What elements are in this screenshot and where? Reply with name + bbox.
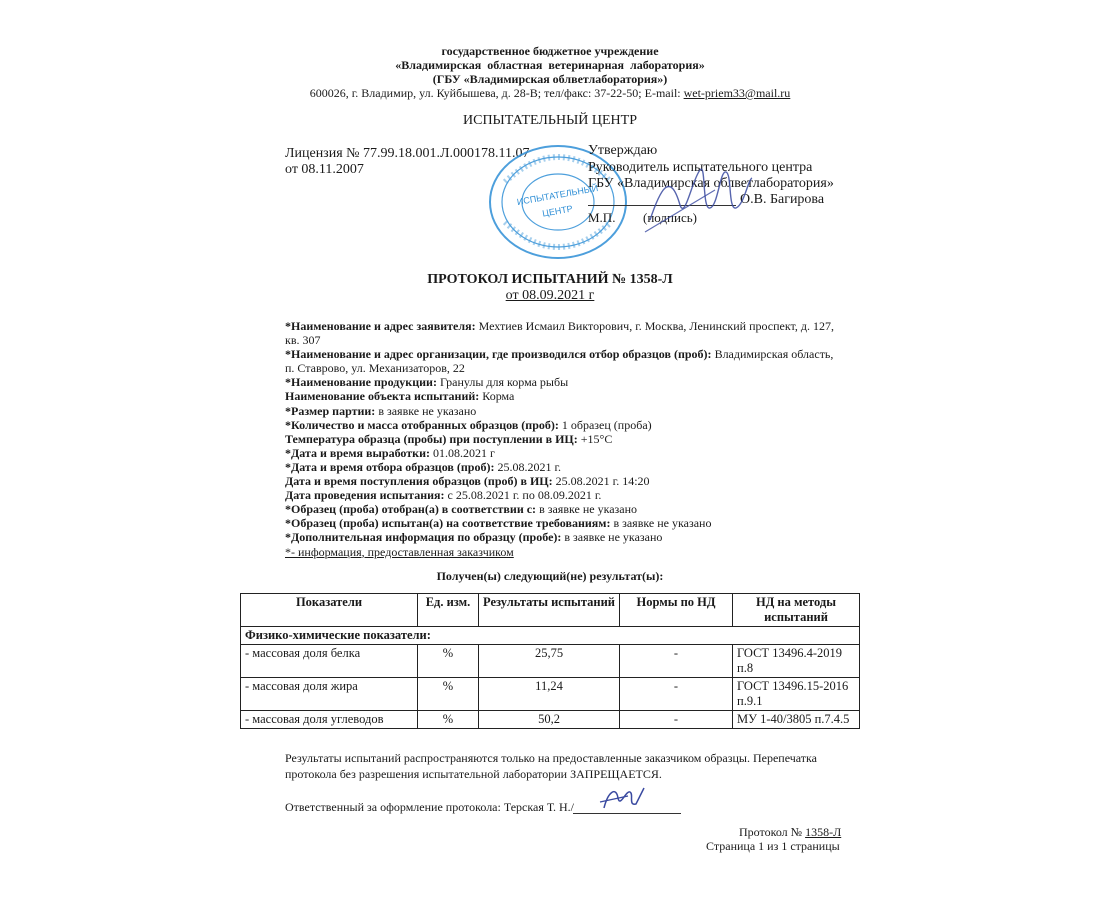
- responsible-signature-icon: [598, 782, 648, 816]
- address-text: 600026, г. Владимир, ул. Куйбышева, д. 28-В; тел/факс: 37-22-50; E-mail:: [309, 86, 684, 100]
- field-additional-info: [285, 530, 845, 544]
- field-value: в заявке не указано: [561, 530, 663, 545]
- field-sampling-standard: [285, 502, 845, 516]
- cell-unit: %: [418, 711, 479, 729]
- col-header-unit: Ед. изм.: [418, 594, 479, 627]
- field-temperature: [285, 432, 845, 446]
- stamp-place-label: М.П.: [588, 210, 616, 225]
- field-value: Мехтиев Исмаил Викторович, г. Москва, Ленинский проспект, д. 127, кв. 307: [285, 319, 834, 348]
- approver-signature-icon: [640, 150, 760, 240]
- license-date: от 08.11.2007: [285, 162, 364, 177]
- field-value: в заявке не указано: [536, 502, 638, 517]
- field-label: *Наименование и адрес заявителя:: [285, 319, 476, 333]
- field-label: Наименование объекта испытаний:: [285, 389, 480, 404]
- cell-norm: -: [620, 645, 733, 678]
- footer-protocol: [739, 825, 841, 840]
- email-link[interactable]: wet-priem33@mail.ru: [683, 86, 791, 100]
- field-test-requirements: [285, 516, 845, 530]
- field-label: *Образец (проба) отобран(а) в соответствии с:: [285, 502, 537, 517]
- results-table: [240, 593, 860, 729]
- footer-protocol-number: 1358-Л: [805, 825, 842, 839]
- cell-indicator: - массовая доля жира: [241, 678, 418, 711]
- field-label: Дата проведения испытания:: [285, 488, 445, 503]
- field-receipt-date: [285, 474, 845, 488]
- section-label: Физико-химические показатели:: [241, 627, 860, 645]
- org-short-name: (ГБУ «Владимирская облветлаборатория»): [432, 72, 668, 86]
- field-label: *Количество и масса отобранных образцов (проб):: [285, 417, 559, 432]
- field-label: *Дата и время отбора образцов (проб):: [285, 459, 495, 474]
- field-label: Дата и время поступления образцов (проб) в ИЦ:: [285, 474, 553, 489]
- field-applicant: [285, 319, 845, 347]
- field-value: в заявке не указано: [610, 516, 712, 531]
- field-value: 25.08.2021 г. 14:20: [552, 474, 650, 489]
- disclaimer-line-2: протокола без разрешения испытательной лаборатории ЗАПРЕЩАЕТСЯ.: [285, 767, 662, 781]
- signature-label: (подпись): [643, 210, 697, 225]
- stamp-text-1: ИСПЫТАТЕЛЬНЫЙ: [516, 182, 599, 208]
- field-sampling-org: [285, 347, 845, 375]
- cell-indicator: - массовая доля белка: [241, 645, 418, 678]
- field-label: *Наименование продукции:: [285, 375, 437, 390]
- field-sampling-date: [285, 460, 845, 474]
- approver-position: Руководитель испытательного центра: [588, 160, 813, 175]
- footnote: *- информация, предоставленная заказчиком: [285, 544, 514, 559]
- responsible-person: Ответственный за оформление протокола: Терская Т. Н./: [285, 800, 574, 814]
- field-value: с 25.08.2021 г. по 08.09.2021 г.: [444, 488, 602, 503]
- field-value: +15°С: [577, 431, 613, 446]
- field-value: 1 образец (проба): [558, 417, 652, 432]
- table-section-row: [241, 627, 860, 645]
- org-name: «Владимирская областная ветеринарная лаборатория»: [395, 58, 705, 72]
- field-value: Владимирская область, п. Ставрово, ул. Механизаторов, 22: [285, 347, 834, 376]
- field-sample-count: [285, 418, 845, 432]
- field-production-date: [285, 446, 845, 460]
- field-label: *Размер партии:: [285, 403, 376, 418]
- field-value: 25.08.2021 г.: [494, 459, 562, 474]
- field-label: *Наименование и адрес организации, где производился отбор образцов (проб):: [285, 347, 712, 362]
- disclaimer-line-1: Результаты испытаний распространяются только на предоставленные заказчиком образцы. Перепечатка: [285, 751, 818, 765]
- field-product: [285, 375, 845, 389]
- sample-info-list: [285, 319, 845, 559]
- col-header-result: Результаты испытаний: [479, 594, 620, 627]
- field-value: 01.08.2021 г: [429, 445, 495, 460]
- cell-result: 50,2: [479, 711, 620, 729]
- field-label: Температура образца (пробы) при поступлении в ИЦ:: [285, 431, 578, 446]
- field-value: Гранулы для корма рыбы: [436, 375, 569, 390]
- cell-method: ГОСТ 13496.4-2019 п.8: [733, 645, 860, 678]
- field-batch-size: [285, 404, 845, 418]
- center-title: ИСПЫТАТЕЛЬНЫЙ ЦЕНТР: [463, 113, 637, 128]
- field-test-object: [285, 389, 845, 403]
- cell-method: МУ 1-40/3805 п.7.4.5: [733, 711, 860, 729]
- org-address: [0, 86, 1100, 100]
- cell-method: ГОСТ 13496.15-2016 п.9.1: [733, 678, 860, 711]
- table-header-row: [241, 594, 860, 627]
- license-number: Лицензия № 77.99.18.001.Л.000178.11.07: [285, 146, 530, 161]
- cell-unit: %: [418, 645, 479, 678]
- results-heading: Получен(ы) следующий(не) результат(ы):: [436, 569, 664, 583]
- org-type: государственное бюджетное учреждение: [441, 44, 659, 58]
- cell-norm: -: [620, 678, 733, 711]
- footer-page-count: Страница 1 из 1 страницы: [706, 839, 840, 853]
- field-label: *Дополнительная информация по образцу (пробе):: [285, 530, 562, 545]
- protocol-date: [0, 288, 1100, 304]
- col-header-norms: Нормы по НД: [620, 594, 733, 627]
- cell-unit: %: [418, 678, 479, 711]
- protocol-title: ПРОТОКОЛ ИСПЫТАНИЙ № 1358-Л: [427, 272, 673, 287]
- field-label: *Образец (проба) испытан(а) на соответствие требованиям:: [285, 516, 611, 531]
- cell-result: 25,75: [479, 645, 620, 678]
- col-header-method: НД на методы испытаний: [733, 594, 860, 627]
- table-row: [241, 711, 860, 729]
- cell-norm: -: [620, 711, 733, 729]
- stamp-text-2: ЦЕНТР: [541, 203, 574, 219]
- col-header-indicator: Показатели: [241, 594, 418, 627]
- field-value: Корма: [479, 389, 515, 404]
- protocol-date-text: от 08.09.2021 г: [505, 288, 595, 303]
- footer-protocol-prefix: Протокол №: [739, 825, 806, 839]
- field-value: в заявке не указано: [375, 403, 477, 418]
- approver-org: ГБУ «Владимирская облветлаборатория»: [588, 176, 834, 191]
- approver-name: О.В. Багирова: [740, 192, 825, 207]
- field-test-period: [285, 488, 845, 502]
- table-row: [241, 645, 860, 678]
- cell-result: 11,24: [479, 678, 620, 711]
- approve-label: Утверждаю: [588, 143, 658, 158]
- cell-indicator: - массовая доля углеводов: [241, 711, 418, 729]
- table-row: [241, 678, 860, 711]
- field-label: *Дата и время выработки:: [285, 445, 430, 460]
